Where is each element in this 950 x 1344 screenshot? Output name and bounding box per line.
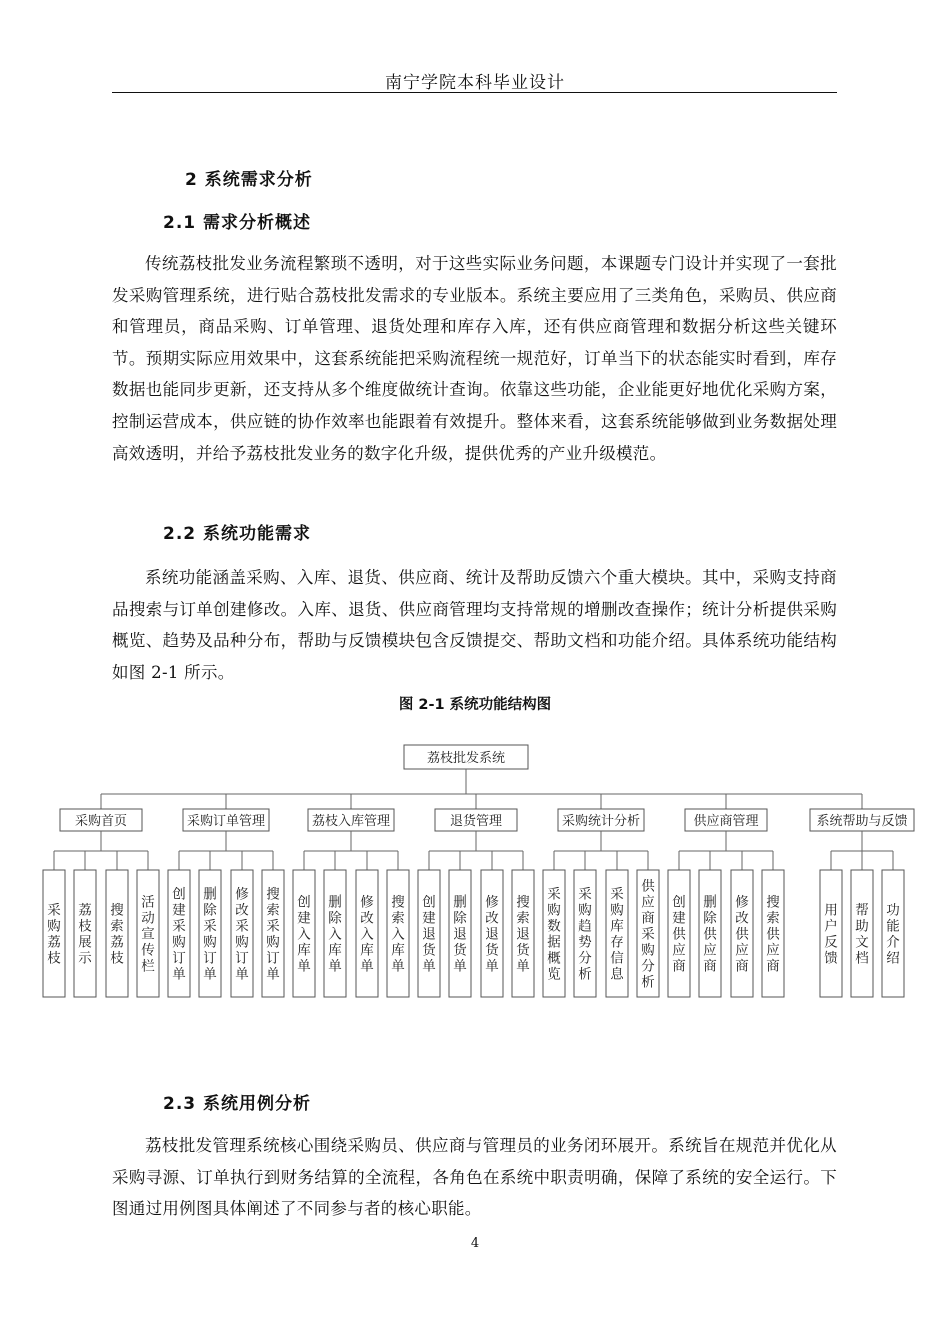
function-structure-diagram: [0, 730, 950, 1010]
leaf-label: 搜索荔枝: [110, 902, 124, 967]
leaf-label: 创建入库单: [297, 894, 311, 975]
page-header-title: 南宁学院本科毕业设计: [385, 73, 565, 93]
leaf-label: 修改采购订单: [235, 886, 249, 983]
paragraph-2-3: [112, 1130, 837, 1225]
module-label: 采购统计分析: [561, 814, 641, 829]
figure-caption: 图 2-1 系统功能结构图: [398, 697, 552, 713]
module-label: 退货管理: [449, 814, 503, 829]
leaf-label: 用户反馈: [824, 902, 838, 967]
heading-section-2-1: 2.1 需求分析概述: [163, 213, 312, 233]
paragraph-2-2-text: 系统功能涵盖采购、入库、退货、供应商、统计及帮助反馈六个重大模块。其中，采购支持商品搜索与订单创建修改。入库、退货、供应商管理均支持常规的增删改查操作；统计分析提供采购概览、趋势及品种分布，帮助与反馈模块包含反馈提交、帮助文档和功能介绍。具体系统功能结构如图 2-1 所示。: [112, 568, 837, 682]
leaf-label: 帮助文档: [855, 902, 869, 967]
leaf-label: 删除退货单: [453, 894, 467, 975]
heading-section-2-2: 2.2 系统功能需求: [163, 524, 312, 544]
leaf-label: 供应商采购分析: [641, 878, 655, 991]
page-number: 4: [470, 1236, 480, 1251]
paragraph-2-2: [112, 562, 837, 688]
paragraph-2-1-text: 传统荔枝批发业务流程繁琐不透明，对于这些实际业务问题，本课题专门设计并实现了一套批发采购管理系统，进行贴合荔枝批发需求的专业版本。系统主要应用了三类角色，采购员、供应商和管理员，商品采购、订单管理、退货处理和库存入库，还有供应商管理和数据分析这些关键环节。预期实际应用效果中，这套系统能把采购流程统一规范好，订单当下的状态能实时看到，库存数据也能同步更新，还支持从多个维度做统计查询。依靠这些功能，企业能更好地优化采购方案，控制运营成本，供应链的协作效率也能跟着有效提升。整体来看，这套系统能够做到业务数据处理高效透明，并给予荔枝批发业务的数字化升级，提供优秀的产业升级模范。: [112, 254, 837, 463]
module-label: 采购订单管理: [186, 814, 266, 829]
root-node-label: 荔枝批发系统: [426, 751, 506, 766]
leaf-label: 采购荔枝: [47, 902, 61, 967]
leaf-label: 荔枝展示: [78, 902, 92, 967]
leaf-label: 搜索退货单: [516, 894, 530, 975]
leaf-label: 删除入库单: [328, 894, 342, 975]
leaf-label: 功能介绍: [886, 902, 900, 967]
leaf-label: 修改入库单: [360, 894, 374, 975]
leaf-label: 采购趋势分析: [578, 886, 592, 983]
leaf-label: 搜索入库单: [391, 894, 405, 975]
leaf-label: 采购数据概览: [547, 886, 561, 983]
leaf-label: 修改退货单: [485, 894, 499, 975]
heading-section-2: 2 系统需求分析: [185, 170, 313, 190]
heading-section-2-3: 2.3 系统用例分析: [163, 1094, 312, 1114]
paragraph-2-1: [112, 248, 837, 469]
header-rule: [112, 92, 837, 93]
leaf-label: 采购库存信息: [610, 886, 624, 983]
module-label: 系统帮助与反馈: [816, 814, 908, 829]
module-label: 采购首页: [74, 814, 128, 829]
leaf-label: 活动宣传栏: [141, 894, 155, 975]
module-label: 荔枝入库管理: [311, 814, 391, 829]
paragraph-2-3-text: 荔枝批发管理系统核心围绕采购员、供应商与管理员的业务闭环展开。系统旨在规范并优化从采购寻源、订单执行到财务结算的全流程，各角色在系统中职责明确，保障了系统的安全运行。下图通过用例图具体阐述了不同参与者的核心职能。: [112, 1136, 837, 1219]
leaf-label: 删除供应商: [703, 894, 717, 975]
leaf-label: 搜索采购订单: [266, 886, 280, 983]
leaf-label: 删除采购订单: [203, 886, 217, 983]
leaf-label: 创建采购订单: [172, 886, 186, 983]
leaf-label: 搜索供应商: [766, 894, 780, 975]
leaf-label: 创建供应商: [672, 894, 686, 975]
leaf-label: 创建退货单: [422, 894, 436, 975]
module-label: 供应商管理: [693, 814, 759, 829]
leaf-label: 修改供应商: [735, 894, 749, 975]
